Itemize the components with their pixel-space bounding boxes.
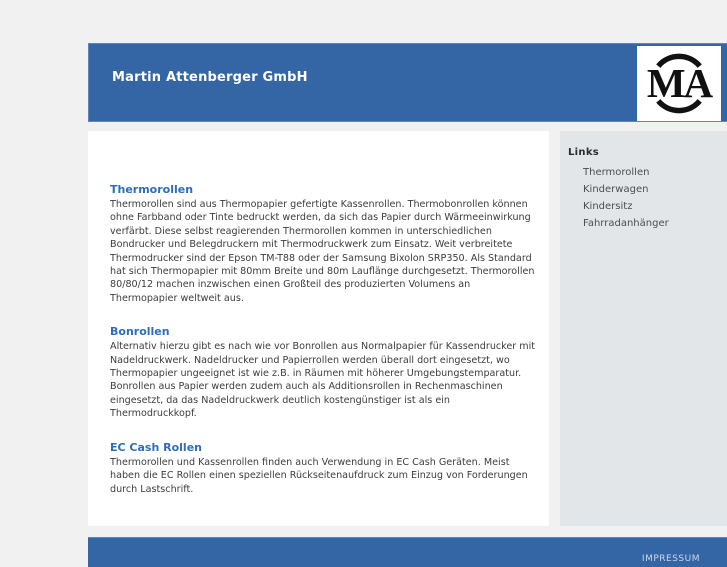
footer — [88, 537, 727, 567]
site-title: Martin Attenberger GmbH — [112, 70, 308, 85]
header — [88, 43, 727, 122]
section-heading-ec-cash-rollen: EC Cash Rollen — [110, 440, 202, 454]
sidebar-link-kinderwagen[interactable]: Kinderwagen — [583, 184, 649, 195]
sidebar — [560, 131, 727, 526]
section-heading-thermorollen: Thermorollen — [110, 183, 194, 196]
section-text-bonrollen: Alternativ hierzu gibt es nach wie vor Bonrollen aus Normalpapier für Kassendrucker mit Nadeldruckwerk. Nadeldrucker und Papierrollen werden überall dort eingesetzt, wo Thermopapier ungeeignet ist wie z.B. in Räumen mit höherer Umgebungstemparatur. Bonrollen aus Papier werden zudem auch als Additionsrollen in Rechenmaschinen eingesetzt, da das Nadeldruckwerk deutlich kostengünstiger ist als ein Thermodruckkopf. — [110, 341, 536, 420]
section-text-thermorollen: Thermorollen sind aus Thermopapier gefertigte Kassenrollen. Thermobonrollen können ohne Farbband oder Tinte bedruckt werden, da sich das Papier durch Wärmeeinwirkung verfärbt. Diese selbst reagierenden Thermorollen kommen in unterschiedlichen Bondrucker und Belegdruckern mit Thermodruckwerk zum Einsatz. Weit verbreitete Thermodrucker sind der Epson TM-T88 oder der Samsung Bixolon SRP350. Als Standard hat sich Thermopapier mit 80mm Breite und 80m Lauflänge durchgesetzt. Thermorollen 80/80/12 machen inzwischen einen Großteil des produzierten Volumens an Thermopapier weltweit aus. — [110, 199, 535, 304]
section-heading-bonrollen: Bonrollen — [110, 325, 170, 339]
impressum-link[interactable]: IMPRESSUM — [641, 553, 700, 564]
content-row — [88, 131, 727, 526]
section-ec-cash-rollen — [110, 441, 538, 496]
section-thermorollen — [110, 183, 538, 305]
main-content — [88, 131, 549, 526]
company-logo — [637, 46, 721, 121]
section-text-ec-cash-rollen: Thermorollen und Kassenrollen finden auch Verwendung in EC Cash Geräten. Meist haben die EC Rollen einen speziellen Rückseitenaufdruck zum Einzug von Forderungen durch Lastschrift. — [110, 456, 528, 495]
sidebar-title: Links — [568, 147, 600, 158]
section-bonrollen — [110, 325, 538, 420]
sidebar-link-list — [568, 167, 727, 229]
page-container — [88, 43, 727, 567]
ma-logo-icon — [637, 46, 721, 121]
sidebar-link-kindersitz[interactable]: Kindersitz — [583, 201, 633, 212]
sidebar-link-thermorollen[interactable]: Thermorollen — [583, 167, 650, 178]
logo-letters: MA — [646, 60, 712, 106]
sidebar-link-fahrradanhaenger[interactable]: Fahrradanhänger — [583, 218, 669, 229]
